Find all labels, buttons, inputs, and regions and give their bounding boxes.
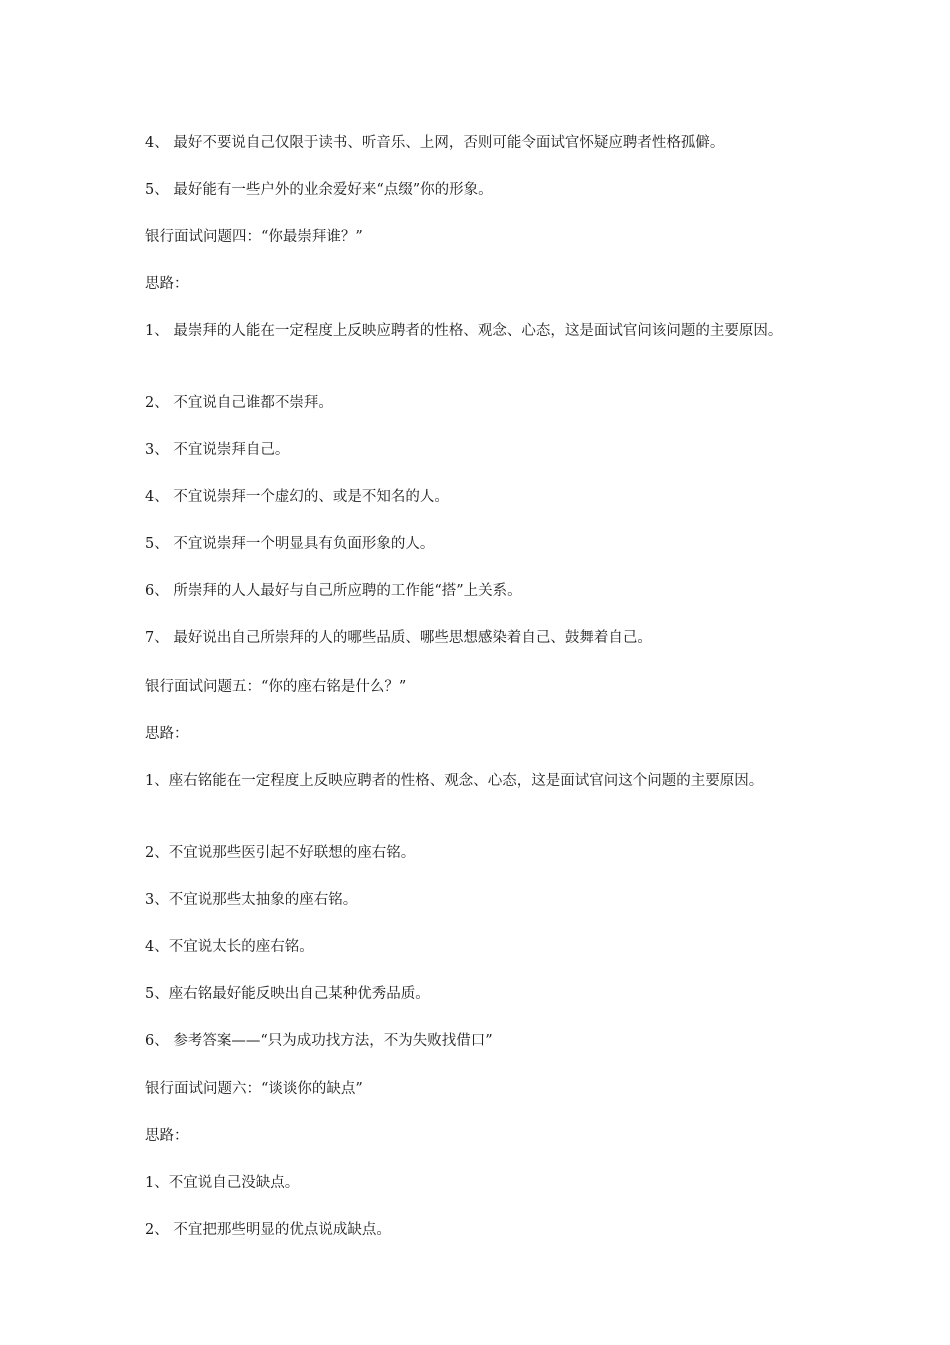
- paragraph: 6、 所崇拜的人人最好与自己所应聘的工作能“搭”上关系。: [145, 582, 522, 599]
- paragraph: 6、 参考答案——“只为成功找方法，不为失败找借口”: [145, 1032, 493, 1049]
- section-heading: 银行面试问题五：“你的座右铭是什么？”: [145, 678, 407, 695]
- section-label: 思路：: [145, 275, 189, 292]
- paragraph: 4、 最好不要说自己仅限于读书、听音乐、上网，否则可能令面试官怀疑应聘者性格孤僻。: [145, 134, 725, 151]
- paragraph: 2、 不宜说自己谁都不崇拜。: [145, 394, 333, 411]
- section-heading: 银行面试问题六：“谈谈你的缺点”: [145, 1080, 363, 1097]
- section-heading: 银行面试问题四：“你最崇拜谁？”: [145, 228, 363, 245]
- paragraph: 3、不宜说那些太抽象的座右铭。: [145, 891, 358, 908]
- paragraph: 3、 不宜说崇拜自己。: [145, 441, 290, 458]
- section-label: 思路：: [145, 725, 189, 742]
- paragraph: 2、不宜说那些医引起不好联想的座右铭。: [145, 844, 416, 861]
- paragraph: 2、 不宜把那些明显的优点说成缺点。: [145, 1221, 391, 1238]
- section-label: 思路：: [145, 1127, 189, 1144]
- paragraph: 1、不宜说自己没缺点。: [145, 1174, 300, 1191]
- paragraph: 4、 不宜说崇拜一个虚幻的、或是不知名的人。: [145, 488, 449, 505]
- paragraph: 1、 最崇拜的人能在一定程度上反映应聘者的性格、观念、心态，这是面试官问该问题的主要原因。: [145, 322, 783, 339]
- paragraph: 1、座右铭能在一定程度上反映应聘者的性格、观念、心态，这是面试官问这个问题的主要原因。: [145, 772, 764, 789]
- paragraph: 4、不宜说太长的座右铭。: [145, 938, 314, 955]
- paragraph: 5、座右铭最好能反映出自己某种优秀品质。: [145, 985, 430, 1002]
- paragraph: 7、 最好说出自己所崇拜的人的哪些品质、哪些思想感染着自己、鼓舞着自己。: [145, 629, 652, 646]
- paragraph: 5、 不宜说崇拜一个明显具有负面形象的人。: [145, 535, 435, 552]
- paragraph: 5、 最好能有一些户外的业余爱好来“点缀”你的形象。: [145, 181, 493, 198]
